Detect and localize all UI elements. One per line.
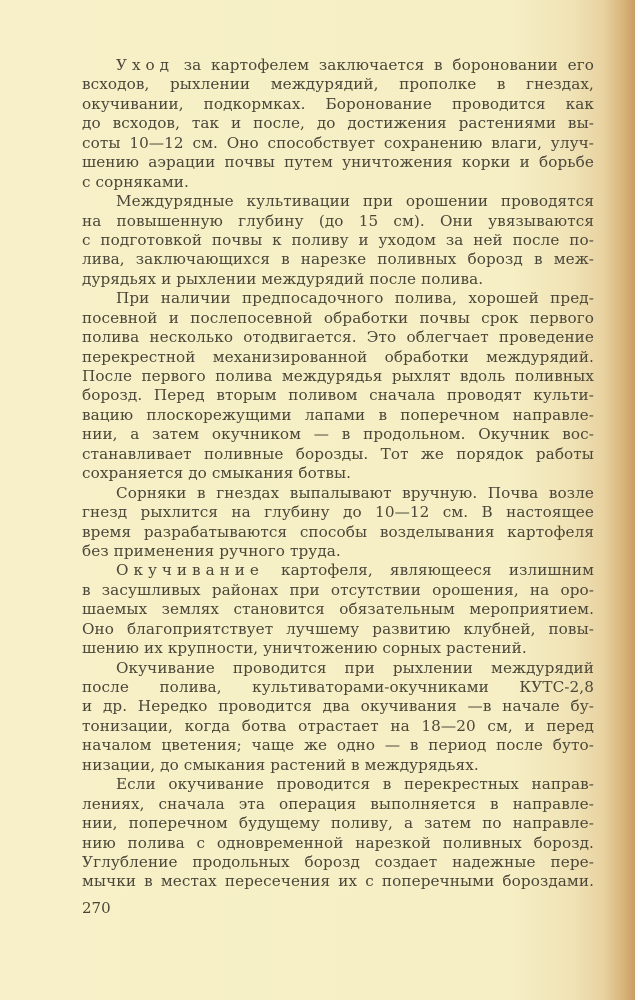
text-line: вацию плоскорежущими лапами в поперечном направле- — [82, 405, 594, 424]
text-line: на повышенную глубину (до 15 см). Они увязываются — [82, 211, 594, 230]
paragraph-pre-planting-irrigation — [82, 289, 594, 483]
paragraph-interrow-cultivation — [82, 192, 594, 289]
text-line: нию полива с одновременной нарезкой поливных борозд. — [82, 833, 594, 852]
text-line: шению их крупности, уничтожению сорных растений. — [82, 639, 527, 658]
text-line: дурядьях и рыхлении междурядий после полива. — [82, 269, 484, 288]
text-line: Углубление продольных борозд создает надежные пере- — [82, 852, 594, 871]
text-line: с сорняками. — [82, 172, 189, 191]
text-line: всходов, рыхлении междурядий, прополке в гнездах, — [82, 75, 594, 94]
text-line: Оно благоприятствует лучшему развитию клубней, повы- — [82, 619, 594, 638]
text-line: станавливает поливные борозды. Тот же порядок работы — [82, 444, 594, 463]
body-text — [82, 56, 594, 892]
text-line: окучивании, подкормках. Боронование проводится как — [82, 94, 594, 113]
text-line: шению аэрации почвы путем уничтожения корки и борьбе — [82, 153, 594, 172]
text-line: шаемых землях становится обязательным мероприятием. — [82, 600, 594, 619]
paragraph-hilling-timing — [82, 659, 594, 776]
paragraph-hilling — [82, 561, 594, 658]
text-line: низации, до смыкания растений в междурядьях. — [82, 755, 479, 774]
text-line: Окучивание проводится при рыхлении междурядий — [116, 658, 594, 677]
text-line: После первого полива междурядья рыхлят вдоль поливных — [82, 367, 594, 385]
text-line: Уход за картофелем заключается в бороновании его — [116, 56, 594, 74]
text-line: лива, заключающихся в нарезке поливных борозд в меж- — [82, 250, 594, 269]
text-line: При наличии предпосадочного полива, хорошей пред- — [116, 289, 594, 308]
text-line: соты 10—12 см. Оно способствует сохранению влаги, улуч- — [82, 133, 594, 152]
page-number: 270 — [82, 899, 111, 917]
text-line: нии, а затем окучником — в продольном. Окучник вос- — [82, 425, 594, 444]
text-line: после полива, культиваторами-окучниками КУТС-2,8 — [82, 678, 594, 696]
spaced-term: Окучивание — [116, 561, 264, 580]
text-line: перекрестной механизированной обработки междурядий. — [82, 347, 594, 366]
text-line: и др. Нередко проводится два окучивания —в начале бу- — [82, 697, 594, 716]
text-line: гнезд рыхлится на глубину до 10—12 см. В настоящее — [82, 503, 594, 522]
text-line: Междурядные культивации при орошении проводятся — [116, 192, 594, 211]
text-line: тонизации, когда ботва отрастает на 18—20 см, и перед — [82, 716, 594, 735]
text-line: мычки в местах пересечения их с поперечными бороздами. — [82, 872, 594, 891]
text-line: до всходов, так и после, до достижения растениями вы- — [82, 114, 594, 133]
text-line: началом цветения; чаще же одно — в период после буто- — [82, 736, 594, 755]
spaced-term: Уход — [116, 56, 175, 74]
text-line: полива несколько отодвигается. Это облегчает проведение — [82, 328, 594, 347]
paragraph-cross-hilling — [82, 775, 594, 892]
text-line: посевной и послепосевной обработки почвы срок первого — [82, 308, 594, 327]
text-line: Если окучивание проводится в перекрестных направ- — [116, 775, 594, 794]
text-line: с подготовкой почвы к поливу и уходом за ней после по- — [82, 230, 594, 249]
text-line: лениях, сначала эта операция выполняется в направле- — [82, 794, 594, 813]
paragraph-weeds — [82, 484, 594, 562]
text-line: Сорняки в гнездах выпалывают вручную. Почва возле — [116, 483, 594, 502]
text-line: в засушливых районах при отсутствии орошения, на оро- — [82, 580, 594, 599]
text-line: без применения ручного труда. — [82, 541, 341, 560]
text-line: борозд. Перед вторым поливом сначала проводят культи- — [82, 386, 594, 405]
text-line: Окучивание картофеля, являющееся излишним — [116, 561, 594, 580]
text-line: время разрабатываются способы возделывания картофеля — [82, 522, 594, 541]
text-line: сохраняется до смыкания ботвы. — [82, 464, 352, 483]
text-line: нии, поперечном будущему поливу, а затем по направле- — [82, 814, 594, 833]
paragraph-care — [82, 56, 594, 192]
